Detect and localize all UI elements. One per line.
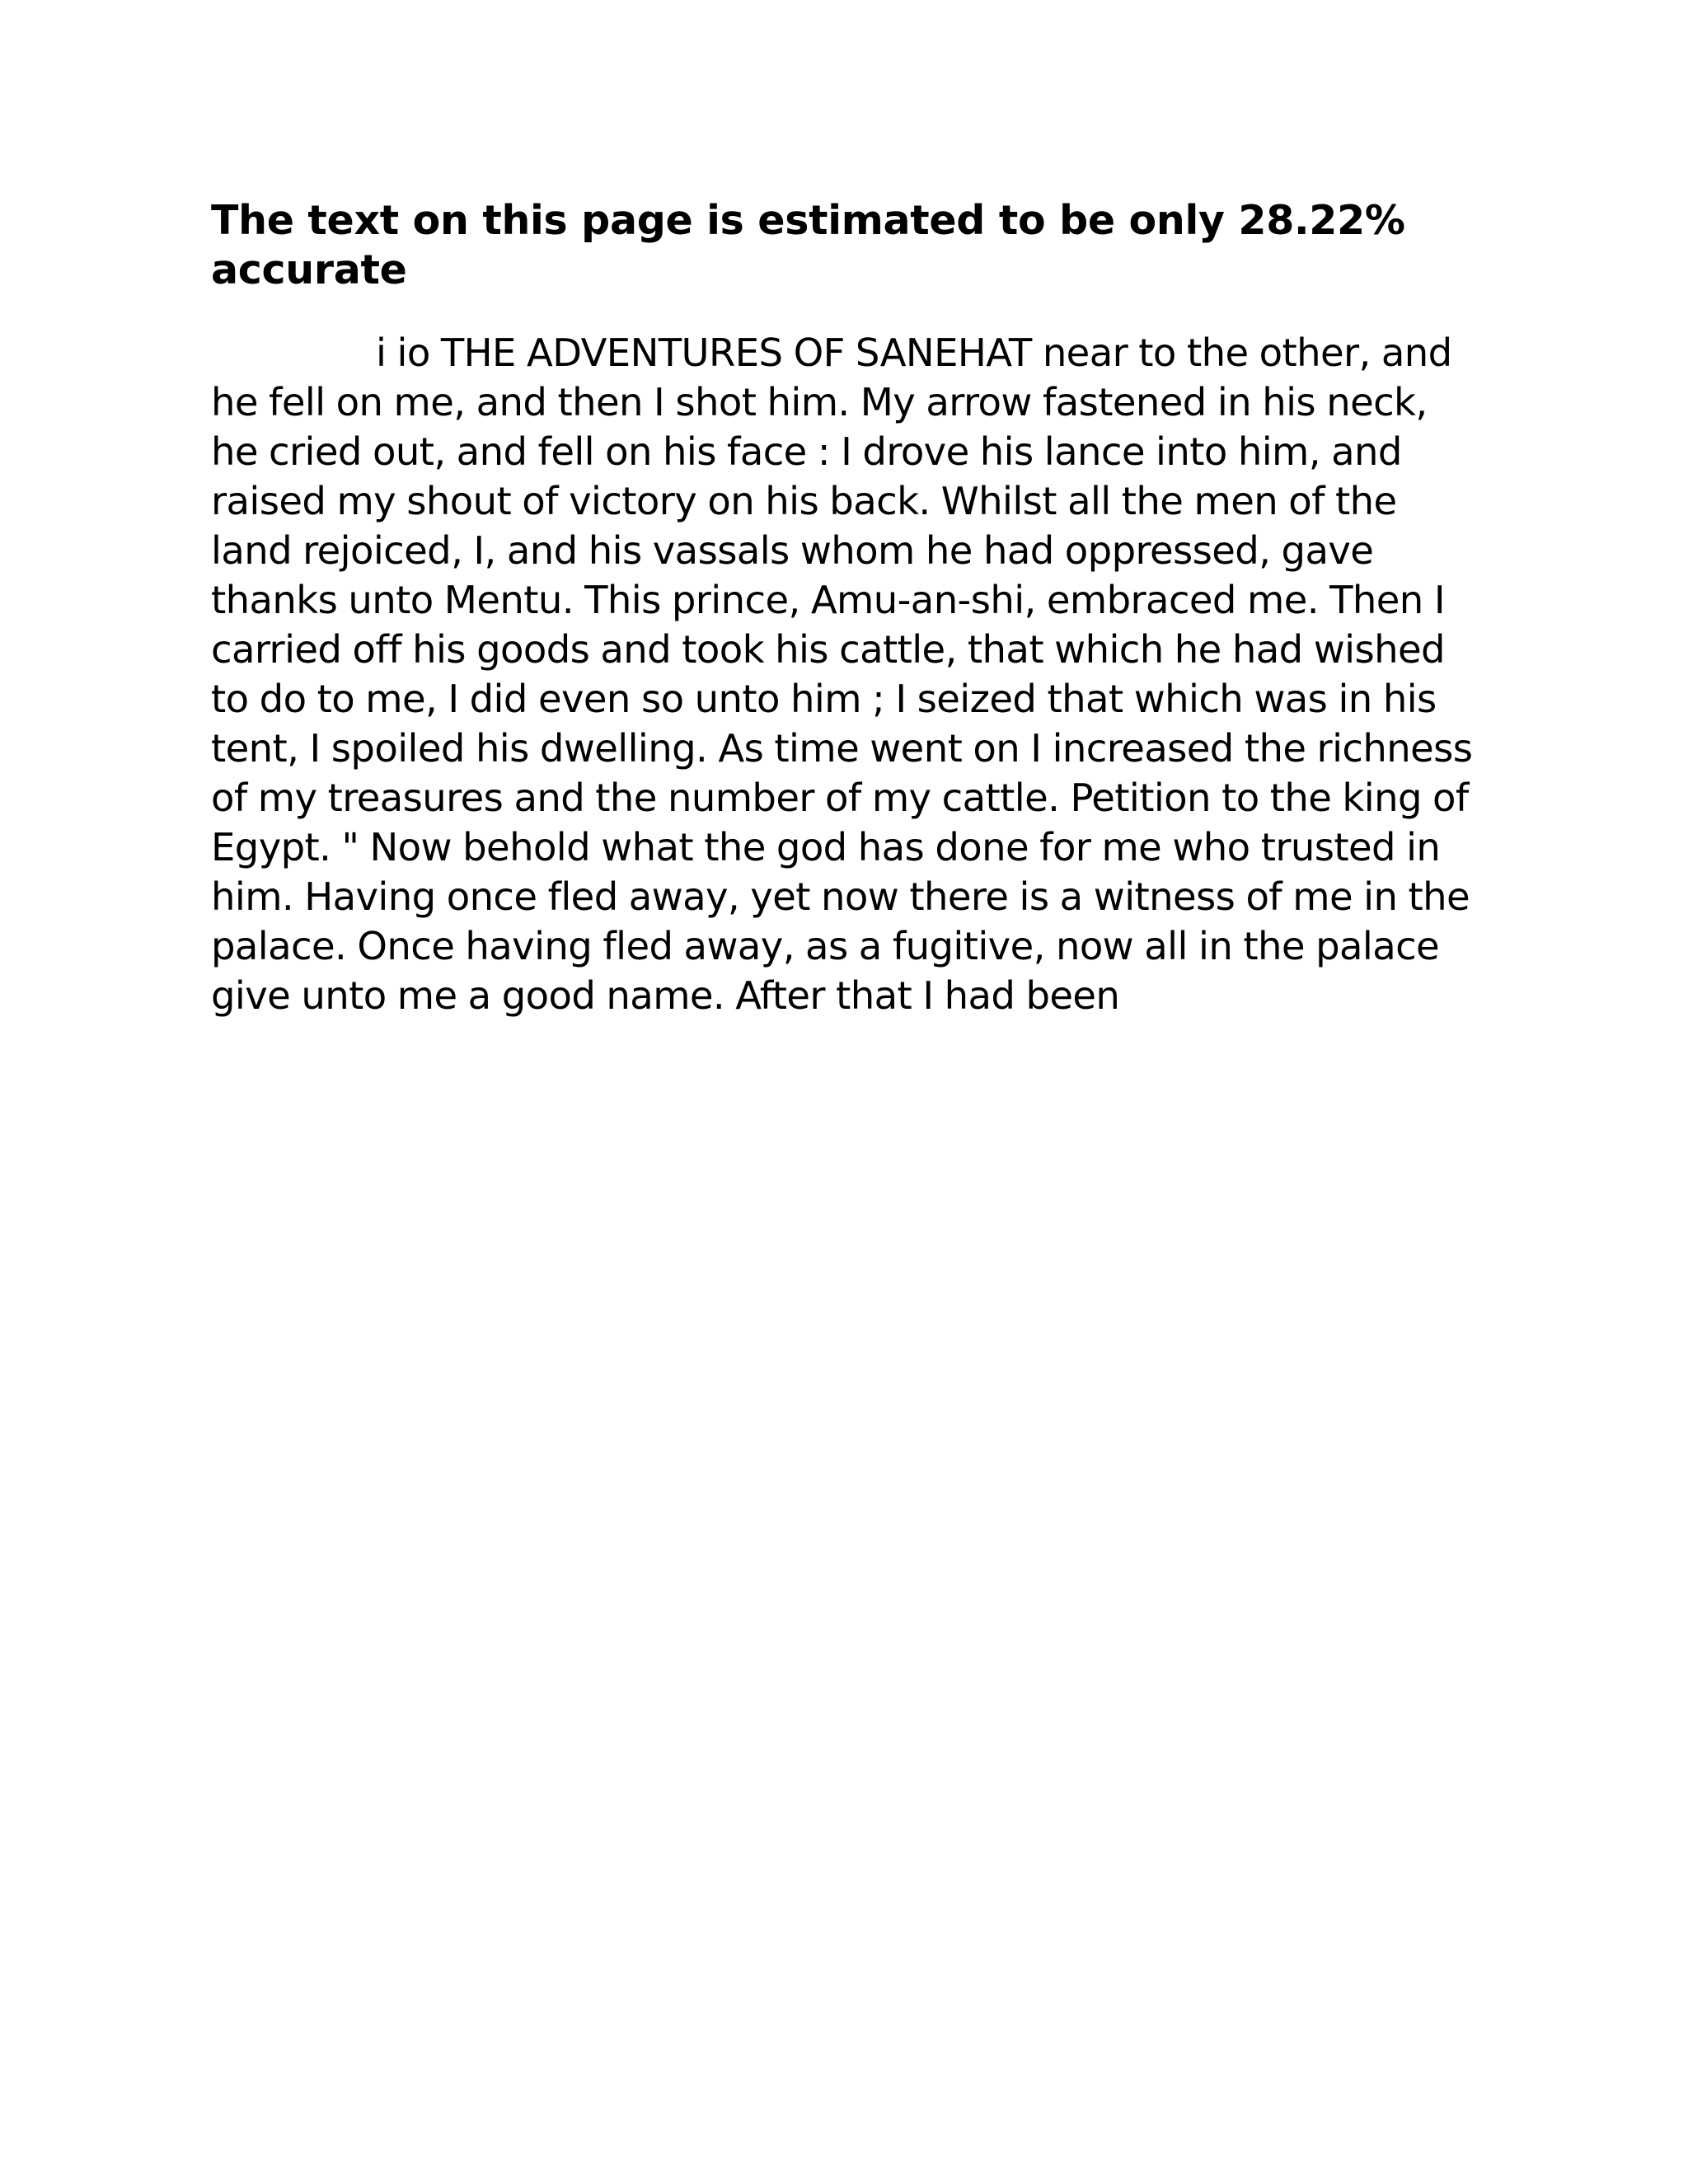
accuracy-heading: The text on this page is estimated to be only 28.22% accurate	[211, 197, 1405, 293]
document-page	[211, 196, 1480, 1020]
ocr-body-text: i io THE ADVENTURES OF SANEHAT near to the other, and he fell on me, and then I shot him. My arrow fastened in his neck, he cried out, and fell on his face : I drove his lance into him, and raised my shout of victory on his back. Whilst all the men of the land rejoiced, I, and his vassals whom he had oppressed, gave thanks unto Mentu. This prince, Amu-an-shi, embraced me. Then I carried off his goods and took his cattle, that which he had wished to do to me, I did even so unto him ; I seized that which was in his tent, I spoiled his dwelling. As time went on I increased the richness of my treasures and the number of my cattle. Petition to the king of Egypt. " Now behold what the god has done for me who trusted in him. Having once fled away, yet now there is a witness of me in the palace. Once having fled away, as a fugitive, now all in the palace give unto me a good name. After that I had been	[211, 330, 1473, 1018]
